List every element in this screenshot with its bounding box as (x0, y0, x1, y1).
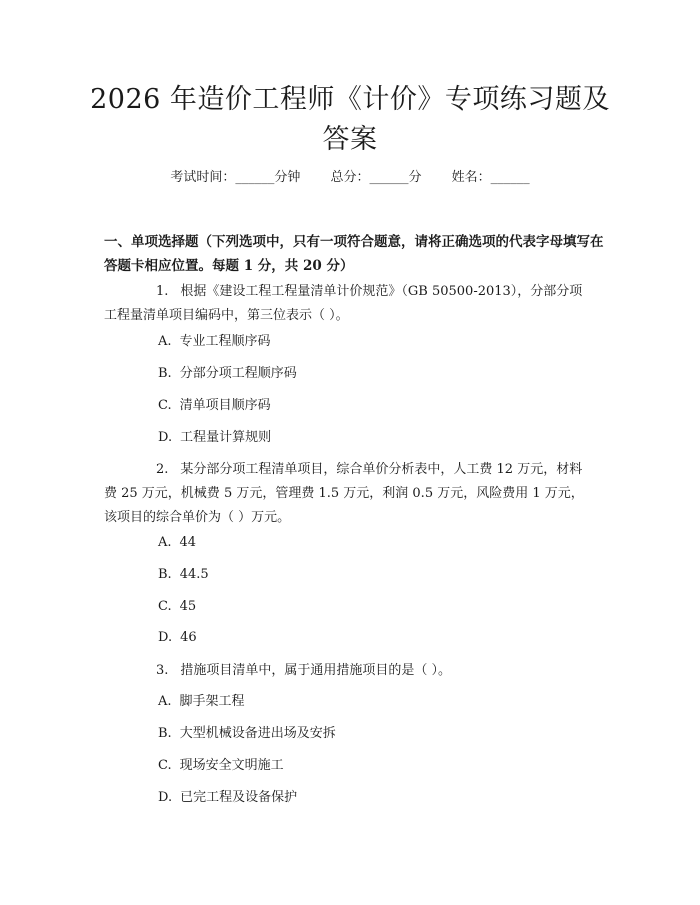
question-text: 根据《建设工程工程量清单计价规范》（GB 50500-2013），分部分项工程量清单项目编码中，第三位表示（ ）。 (104, 284, 583, 323)
question-3 (104, 659, 594, 683)
option-letter: B. (158, 567, 172, 582)
option-letter: B. (158, 366, 172, 381)
question-number: 1. (156, 284, 169, 299)
option-text: 分部分项工程顺序码 (179, 366, 297, 381)
question-text: 某分部分项工程清单项目，综合单价分析表中，人工费 12 万元，材料费 25 万元，机械费 5 万元，管理费 1.5 万元，利润 0.5 万元，风险费用 1 万元，该项目的综合单价为（ ）万元。 (104, 462, 584, 525)
option-text: 工程量计算规则 (180, 430, 272, 445)
question-1-option-b (158, 364, 297, 384)
option-text: 清单项目顺序码 (179, 398, 271, 413)
exam-score-field: 总分：______分 (330, 170, 422, 185)
question-text: 措施项目清单中，属于通用措施项目的是（ ）。 (180, 663, 452, 678)
option-text: 专业工程顺序码 (179, 334, 271, 349)
question-number: 3. (156, 663, 169, 678)
option-letter: C. (158, 398, 172, 413)
option-text: 已完工程及设备保护 (180, 790, 298, 805)
option-letter: C. (158, 758, 172, 773)
exam-name-field: 姓名：______ (451, 170, 530, 185)
question-1-option-d (158, 428, 271, 448)
exam-info-line (0, 168, 700, 188)
option-letter: D. (158, 430, 173, 445)
option-letter: A. (158, 535, 172, 550)
question-1-option-c (158, 396, 271, 416)
option-letter: B. (158, 726, 172, 741)
document-title: 2026 年造价工程师《计价》专项练习题及答案 (90, 84, 610, 155)
option-text: 44.5 (179, 567, 209, 582)
option-letter: D. (158, 630, 173, 645)
option-text: 脚手架工程 (179, 694, 245, 709)
option-text: 大型机械设备进出场及安拆 (179, 726, 336, 741)
question-3-option-d (158, 788, 297, 808)
option-letter: C. (158, 599, 172, 614)
question-2-option-b (158, 565, 209, 585)
option-text: 44 (179, 535, 197, 550)
question-2 (104, 458, 594, 530)
question-3-option-b (158, 724, 336, 744)
question-number: 2. (156, 462, 169, 477)
option-text: 45 (179, 599, 197, 614)
section-heading: 一、单项选择题（下列选项中，只有一项符合题意，请将正确选项的代表字母填写在答题卡相应位置。每题 1 分，共 20 分） (104, 234, 604, 274)
question-1 (104, 280, 594, 328)
question-2-option-a (158, 533, 196, 553)
question-3-option-c (158, 756, 284, 776)
option-letter: D. (158, 790, 173, 805)
option-letter: A. (158, 334, 172, 349)
exam-time-field: 考试时间：______分钟 (170, 170, 301, 185)
question-2-option-c (158, 597, 196, 617)
question-3-option-a (158, 692, 245, 712)
option-text: 现场安全文明施工 (179, 758, 284, 773)
option-letter: A. (158, 694, 172, 709)
question-1-option-a (158, 332, 271, 352)
option-text: 46 (180, 630, 197, 645)
question-2-option-d (158, 628, 197, 648)
